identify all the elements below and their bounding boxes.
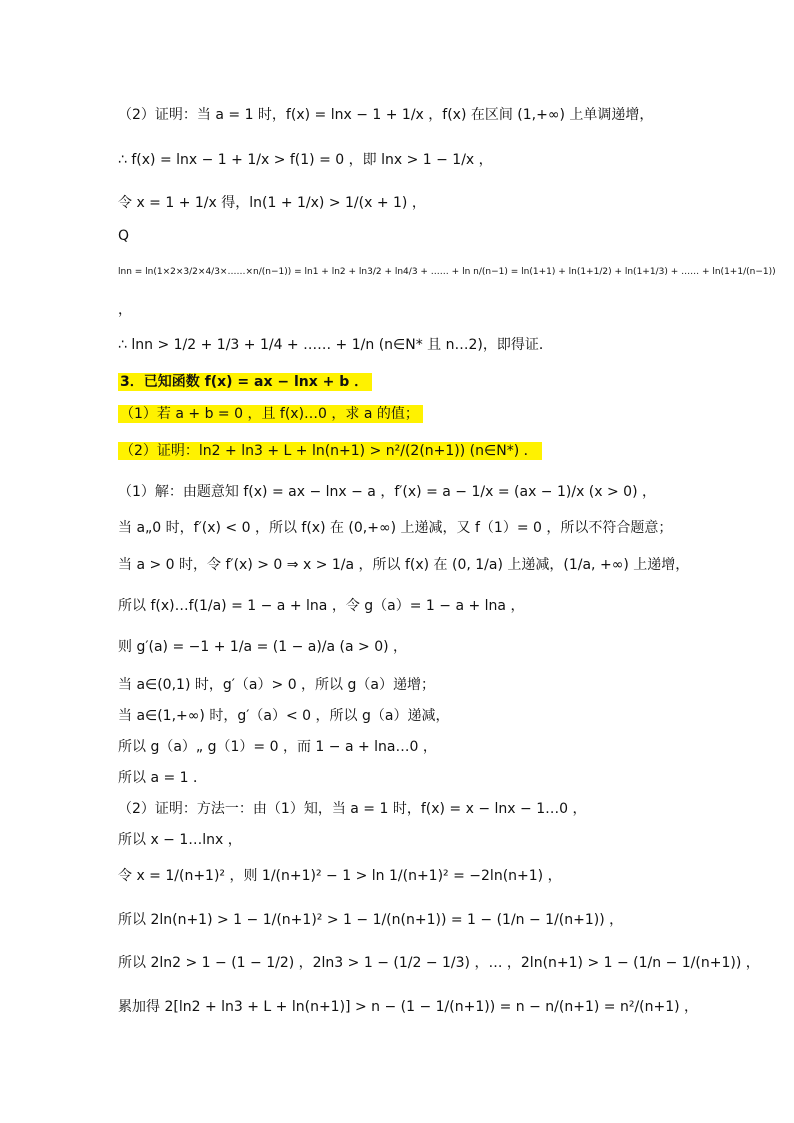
text-line: 所以 g（a）„ g（1）= 0 ，而 1 − a + lna…0 ，	[118, 739, 437, 755]
text-line: 累加得 2[ln2 + ln3 + L + ln(n+1)] > n − (1 − 1/(n+1)) = n − n/(n+1) = n²/(n+1) ，	[118, 999, 699, 1015]
text-line: （1）解：由题意知 f(x) = ax − lnx − a ，f′(x) = a − 1/x = (ax − 1)/x (x > 0) ，	[118, 484, 657, 500]
text-line: ∴ lnn > 1/2 + 1/3 + 1/4 + …… + 1/n (n∈N* 且 n…2)，即得证．	[118, 337, 553, 353]
text-line: 所以 2ln(n+1) > 1 − 1/(n+1)² > 1 − 1/(n(n+1)) = 1 − (1/n − 1/(n+1)) ，	[118, 912, 624, 928]
text-line: 所以 2ln2 > 1 − (1 − 1/2) ，2ln3 > 1 − (1/2 − 1/3) ，… ，2ln(n+1) > 1 − (1/n − 1/(n+1)) ，	[118, 955, 760, 971]
text-line: ，	[118, 302, 132, 318]
problem-heading	[118, 372, 372, 392]
text-line: 所以 x − 1…lnx ，	[118, 832, 242, 848]
text-line: 当 a∈(1,+∞) 时，g′（a）< 0 ，所以 g（a）递减，	[118, 708, 450, 724]
text-line: ∴ f(x) = lnx − 1 + 1/x > f(1) = 0 ，即 lnx > 1 − 1/x ，	[118, 152, 493, 168]
text-line: 所以 f(x)…f(1/a) = 1 − a + lna ，令 g（a）= 1 − a + lna ，	[118, 598, 525, 614]
text-line: 则 g′(a) = −1 + 1/a = (1 − a)/a (a > 0) ，	[118, 639, 408, 655]
text-line: （2）证明：方法一：由（1）知，当 a = 1 时，f(x) = x − lnx − 1…0 ，	[118, 801, 587, 817]
problem-part	[118, 404, 423, 424]
highlight: 3．已知函数 f(x) = ax − lnx + b ．	[118, 373, 372, 391]
text-line: 当 a > 0 时，令 f′(x) > 0 ⇒ x > 1/a ，所以 f(x) 在 (0, 1/a) 上递减，(1/a, +∞) 上递增，	[118, 557, 690, 573]
problem-part	[118, 441, 542, 461]
text-line: 当 a∈(0,1) 时，g′（a）> 0 ，所以 g（a）递增；	[118, 677, 435, 693]
text-line: Q	[118, 228, 130, 244]
text-line: 当 a„0 时，f′(x) < 0 ，所以 f(x) 在 (0,+∞) 上递减，又 f（1）= 0 ，所以不符合题意；	[118, 520, 673, 536]
text-line: （2）证明：当 a = 1 时，f(x) = lnx − 1 + 1/x ，f(x) 在区间 (1,+∞) 上单调递增，	[118, 107, 654, 123]
text-line: 令 x = 1 + 1/x 得，ln(1 + 1/x) > 1/(x + 1) ，	[118, 195, 426, 211]
text-line: 所以 a = 1 ．	[118, 770, 208, 786]
highlight: （2）证明：ln2 + ln3 + L + ln(n+1) > n²/(2(n+1)) (n∈N*) ．	[118, 442, 542, 460]
text-line: lnn = ln(1×2×3/2×4/3×……×n/(n−1)) = ln1 + ln2 + ln3/2 + ln4/3 + …… + ln n/(n−1) = ln(1+1) + ln(1+1/2) + ln(1+1/3) + …… + ln(1+1/(n−1))	[118, 267, 776, 277]
highlight: （1）若 a + b = 0 ，且 f(x)…0 ，求 a 的值；	[118, 405, 423, 423]
text-line: 令 x = 1/(n+1)² ，则 1/(n+1)² − 1 > ln 1/(n+1)² = −2ln(n+1) ，	[118, 868, 562, 884]
